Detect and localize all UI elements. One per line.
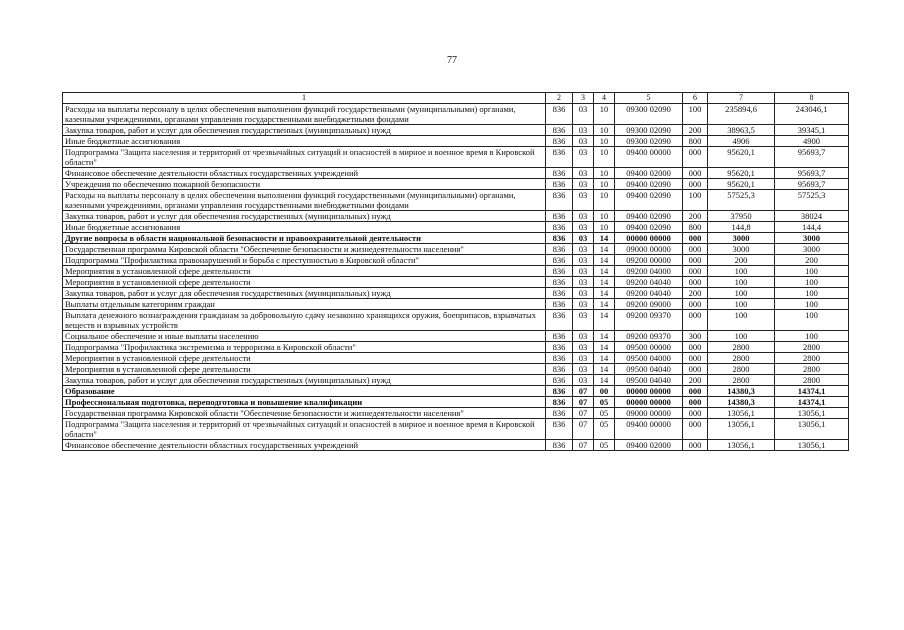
row-name: Расходы на выплаты персоналу в целях обеспечения выполнения функций государственными (муниципальными) органами, казенными учреждениями, органами управления государственными внебюджетными фондами xyxy=(63,104,546,125)
table-row xyxy=(63,179,849,190)
row-name: Финансовое обеспечение деятельности областных государственных учреждений xyxy=(63,168,546,179)
target-article-code: 09200 04040 xyxy=(615,288,683,299)
subsection-code: 10 xyxy=(594,179,615,190)
expense-type-code: 800 xyxy=(683,222,708,233)
row-name: Государственная программа Кировской области "Обеспечение безопасности и жизнедеятельности населения" xyxy=(63,244,546,255)
column-header: 5 xyxy=(615,93,683,104)
section-code: 03 xyxy=(573,342,594,353)
row-name: Профессиональная подготовка, переподготовка и повышение квалификации xyxy=(63,397,546,408)
target-article-code: 00000 00000 xyxy=(615,397,683,408)
table-row xyxy=(63,331,849,342)
ministry-code: 836 xyxy=(546,408,573,419)
target-article-code: 09400 02090 xyxy=(615,179,683,190)
section-code: 03 xyxy=(573,364,594,375)
row-name: Выплаты отдельным категориям граждан xyxy=(63,299,546,310)
amount-col7: 100 xyxy=(708,310,775,331)
expense-type-code: 200 xyxy=(683,125,708,136)
expense-type-code: 000 xyxy=(683,277,708,288)
expense-type-code: 200 xyxy=(683,288,708,299)
subsection-code: 10 xyxy=(594,147,615,168)
expense-type-code: 000 xyxy=(683,255,708,266)
section-code: 03 xyxy=(573,375,594,386)
table-row xyxy=(63,211,849,222)
ministry-code: 836 xyxy=(546,331,573,342)
amount-col8: 243046,1 xyxy=(775,104,849,125)
amount-col8: 100 xyxy=(775,310,849,331)
column-header: 8 xyxy=(775,93,849,104)
amount-col8: 100 xyxy=(775,288,849,299)
expense-type-code: 000 xyxy=(683,386,708,397)
section-code: 03 xyxy=(573,353,594,364)
amount-col7: 100 xyxy=(708,331,775,342)
expense-type-code: 000 xyxy=(683,179,708,190)
row-name: Мероприятия в установленной сфере деятельности xyxy=(63,364,546,375)
table-row xyxy=(63,233,849,244)
section-code: 03 xyxy=(573,310,594,331)
amount-col7: 13056,1 xyxy=(708,408,775,419)
target-article-code: 09200 04040 xyxy=(615,277,683,288)
target-article-code: 09500 04000 xyxy=(615,353,683,364)
subsection-code: 10 xyxy=(594,104,615,125)
amount-col8: 13056,1 xyxy=(775,408,849,419)
row-name: Мероприятия в установленной сфере деятельности xyxy=(63,277,546,288)
amount-col7: 144,8 xyxy=(708,222,775,233)
target-article-code: 09000 00000 xyxy=(615,408,683,419)
ministry-code: 836 xyxy=(546,233,573,244)
subsection-code: 14 xyxy=(594,266,615,277)
section-code: 03 xyxy=(573,233,594,244)
section-code: 03 xyxy=(573,299,594,310)
section-code: 07 xyxy=(573,386,594,397)
target-article-code: 09000 00000 xyxy=(615,244,683,255)
ministry-code: 836 xyxy=(546,125,573,136)
amount-col8: 39345,1 xyxy=(775,125,849,136)
amount-col8: 100 xyxy=(775,277,849,288)
amount-col8: 3000 xyxy=(775,233,849,244)
target-article-code: 09300 02090 xyxy=(615,136,683,147)
section-code: 03 xyxy=(573,244,594,255)
section-code: 03 xyxy=(573,179,594,190)
column-header: 1 xyxy=(63,93,546,104)
ministry-code: 836 xyxy=(546,211,573,222)
section-code: 03 xyxy=(573,277,594,288)
ministry-code: 836 xyxy=(546,353,573,364)
expense-type-code: 000 xyxy=(683,168,708,179)
ministry-code: 836 xyxy=(546,136,573,147)
amount-col7: 3000 xyxy=(708,244,775,255)
row-name: Подпрограмма "Защита населения и территорий от чрезвычайных ситуаций и опасностей в мирное и военное время в Кировской области" xyxy=(63,419,546,440)
amount-col8: 95693,7 xyxy=(775,168,849,179)
target-article-code: 09400 02090 xyxy=(615,190,683,211)
expense-type-code: 800 xyxy=(683,136,708,147)
amount-col7: 37950 xyxy=(708,211,775,222)
section-code: 03 xyxy=(573,222,594,233)
expense-type-code: 200 xyxy=(683,375,708,386)
ministry-code: 836 xyxy=(546,244,573,255)
expense-type-code: 000 xyxy=(683,408,708,419)
subsection-code: 14 xyxy=(594,364,615,375)
target-article-code: 00000 00000 xyxy=(615,233,683,244)
row-name: Социальное обеспечение и иные выплаты населению xyxy=(63,331,546,342)
ministry-code: 836 xyxy=(546,147,573,168)
column-header: 2 xyxy=(546,93,573,104)
row-name: Мероприятия в установленной сфере деятельности xyxy=(63,266,546,277)
target-article-code: 09500 04040 xyxy=(615,364,683,375)
section-code: 03 xyxy=(573,255,594,266)
table-row xyxy=(63,375,849,386)
target-article-code: 09300 02090 xyxy=(615,125,683,136)
subsection-code: 00 xyxy=(594,386,615,397)
table-row xyxy=(63,419,849,440)
section-code: 03 xyxy=(573,168,594,179)
amount-col8: 38024 xyxy=(775,211,849,222)
amount-col8: 14374,1 xyxy=(775,397,849,408)
target-article-code: 09400 00000 xyxy=(615,147,683,168)
section-code: 07 xyxy=(573,419,594,440)
row-name: Расходы на выплаты персоналу в целях обеспечения выполнения функций государственными (муниципальными) органами, казенными учреждениями, органами управления государственными внебюджетными фондами xyxy=(63,190,546,211)
ministry-code: 836 xyxy=(546,179,573,190)
subsection-code: 14 xyxy=(594,233,615,244)
amount-col7: 235894,6 xyxy=(708,104,775,125)
table-row xyxy=(63,440,849,451)
row-name: Подпрограмма "Профилактика экстремизма и терроризма в Кировской области" xyxy=(63,342,546,353)
row-name: Выплата денежного вознаграждения гражданам за добровольную сдачу незаконно хранящихся оружия, боеприпасов, взрывчатых веществ и взрывных устройств xyxy=(63,310,546,331)
subsection-code: 10 xyxy=(594,136,615,147)
ministry-code: 836 xyxy=(546,310,573,331)
table-row xyxy=(63,125,849,136)
amount-col7: 2800 xyxy=(708,353,775,364)
amount-col7: 13056,1 xyxy=(708,440,775,451)
subsection-code: 14 xyxy=(594,342,615,353)
row-name: Подпрограмма "Защита населения и территорий от чрезвычайных ситуаций и опасностей в мирное и военное время в Кировской области" xyxy=(63,147,546,168)
amount-col8: 2800 xyxy=(775,353,849,364)
amount-col8: 14374,1 xyxy=(775,386,849,397)
amount-col8: 95693,7 xyxy=(775,147,849,168)
table-row xyxy=(63,288,849,299)
target-article-code: 09400 02000 xyxy=(615,168,683,179)
amount-col7: 100 xyxy=(708,277,775,288)
row-name: Закупка товаров, работ и услуг для обеспечения государственных (муниципальных) нужд xyxy=(63,125,546,136)
amount-col8: 100 xyxy=(775,331,849,342)
amount-col7: 2800 xyxy=(708,342,775,353)
ministry-code: 836 xyxy=(546,288,573,299)
target-article-code: 09200 09370 xyxy=(615,331,683,342)
table-row xyxy=(63,222,849,233)
expense-type-code: 000 xyxy=(683,310,708,331)
ministry-code: 836 xyxy=(546,104,573,125)
expense-type-code: 000 xyxy=(683,244,708,255)
table-row xyxy=(63,104,849,125)
target-article-code: 09300 02090 xyxy=(615,104,683,125)
amount-col7: 3000 xyxy=(708,233,775,244)
subsection-code: 10 xyxy=(594,211,615,222)
budget-table-body xyxy=(63,93,849,451)
amount-col7: 95620,1 xyxy=(708,179,775,190)
table-row xyxy=(63,342,849,353)
amount-col8: 2800 xyxy=(775,342,849,353)
column-header: 4 xyxy=(594,93,615,104)
section-code: 03 xyxy=(573,211,594,222)
amount-col8: 95693,7 xyxy=(775,179,849,190)
subsection-code: 14 xyxy=(594,310,615,331)
amount-col8: 3000 xyxy=(775,244,849,255)
subsection-code: 14 xyxy=(594,353,615,364)
amount-col8: 144,4 xyxy=(775,222,849,233)
section-code: 03 xyxy=(573,125,594,136)
subsection-code: 10 xyxy=(594,190,615,211)
row-name: Мероприятия в установленной сфере деятельности xyxy=(63,353,546,364)
page-number: 77 xyxy=(447,55,457,66)
column-header: 3 xyxy=(573,93,594,104)
amount-col8: 100 xyxy=(775,266,849,277)
ministry-code: 836 xyxy=(546,375,573,386)
subsection-code: 10 xyxy=(594,168,615,179)
expense-type-code: 000 xyxy=(683,364,708,375)
amount-col8: 200 xyxy=(775,255,849,266)
target-article-code: 09200 00000 xyxy=(615,255,683,266)
amount-col8: 13056,1 xyxy=(775,440,849,451)
amount-col8: 2800 xyxy=(775,364,849,375)
expense-type-code: 000 xyxy=(683,233,708,244)
target-article-code: 00000 00000 xyxy=(615,386,683,397)
ministry-code: 836 xyxy=(546,342,573,353)
table-row xyxy=(63,244,849,255)
column-header: 6 xyxy=(683,93,708,104)
subsection-code: 14 xyxy=(594,299,615,310)
ministry-code: 836 xyxy=(546,299,573,310)
amount-col8: 13056,1 xyxy=(775,419,849,440)
amount-col7: 13056,1 xyxy=(708,419,775,440)
expense-type-code: 100 xyxy=(683,190,708,211)
expense-type-code: 200 xyxy=(683,211,708,222)
subsection-code: 05 xyxy=(594,397,615,408)
row-name: Финансовое обеспечение деятельности областных государственных учреждений xyxy=(63,440,546,451)
section-code: 03 xyxy=(573,266,594,277)
section-code: 03 xyxy=(573,147,594,168)
section-code: 03 xyxy=(573,288,594,299)
subsection-code: 10 xyxy=(594,222,615,233)
target-article-code: 09200 09370 xyxy=(615,310,683,331)
amount-col7: 4906 xyxy=(708,136,775,147)
ministry-code: 836 xyxy=(546,168,573,179)
section-code: 03 xyxy=(573,190,594,211)
table-row xyxy=(63,310,849,331)
amount-col8: 100 xyxy=(775,299,849,310)
row-name: Подпрограмма "Профилактика правонарушений и борьба с преступностью в Кировской области" xyxy=(63,255,546,266)
section-code: 07 xyxy=(573,440,594,451)
row-name: Образование xyxy=(63,386,546,397)
amount-col7: 57525,3 xyxy=(708,190,775,211)
ministry-code: 836 xyxy=(546,364,573,375)
ministry-code: 836 xyxy=(546,397,573,408)
amount-col7: 38963,5 xyxy=(708,125,775,136)
target-article-code: 09400 00000 xyxy=(615,419,683,440)
expense-type-code: 100 xyxy=(683,104,708,125)
section-code: 07 xyxy=(573,408,594,419)
expense-type-code: 000 xyxy=(683,266,708,277)
ministry-code: 836 xyxy=(546,419,573,440)
table-row xyxy=(63,190,849,211)
subsection-code: 14 xyxy=(594,331,615,342)
expense-type-code: 000 xyxy=(683,342,708,353)
subsection-code: 05 xyxy=(594,419,615,440)
amount-col7: 200 xyxy=(708,255,775,266)
target-article-code: 09500 04040 xyxy=(615,375,683,386)
row-name: Учреждения по обеспечению пожарной безопасности xyxy=(63,179,546,190)
table-row xyxy=(63,397,849,408)
table-row xyxy=(63,353,849,364)
subsection-code: 05 xyxy=(594,440,615,451)
table-row xyxy=(63,266,849,277)
target-article-code: 09400 02000 xyxy=(615,440,683,451)
amount-col8: 57525,3 xyxy=(775,190,849,211)
section-code: 03 xyxy=(573,331,594,342)
table-row xyxy=(63,255,849,266)
expense-type-code: 000 xyxy=(683,419,708,440)
amount-col7: 95620,1 xyxy=(708,168,775,179)
amount-col7: 14380,3 xyxy=(708,386,775,397)
amount-col7: 100 xyxy=(708,299,775,310)
amount-col7: 2800 xyxy=(708,364,775,375)
amount-col7: 100 xyxy=(708,266,775,277)
amount-col7: 95620,1 xyxy=(708,147,775,168)
amount-col7: 100 xyxy=(708,288,775,299)
row-name: Закупка товаров, работ и услуг для обеспечения государственных (муниципальных) нужд xyxy=(63,211,546,222)
target-article-code: 09200 09000 xyxy=(615,299,683,310)
table-row xyxy=(63,408,849,419)
subsection-code: 10 xyxy=(594,125,615,136)
row-name: Иные бюджетные ассигнования xyxy=(63,136,546,147)
target-article-code: 09400 02090 xyxy=(615,222,683,233)
table-row xyxy=(63,277,849,288)
expense-type-code: 000 xyxy=(683,299,708,310)
ministry-code: 836 xyxy=(546,255,573,266)
ministry-code: 836 xyxy=(546,266,573,277)
subsection-code: 14 xyxy=(594,277,615,288)
target-article-code: 09400 02090 xyxy=(615,211,683,222)
budget-table xyxy=(62,92,849,451)
subsection-code: 14 xyxy=(594,288,615,299)
target-article-code: 09200 04000 xyxy=(615,266,683,277)
amount-col8: 4900 xyxy=(775,136,849,147)
table-header-row xyxy=(63,93,849,104)
row-name: Другие вопросы в области национальной безопасности и правоохранительной деятельности xyxy=(63,233,546,244)
row-name: Государственная программа Кировской области "Обеспечение безопасности и жизнедеятельности населения" xyxy=(63,408,546,419)
table-row xyxy=(63,299,849,310)
subsection-code: 14 xyxy=(594,255,615,266)
row-name: Иные бюджетные ассигнования xyxy=(63,222,546,233)
row-name: Закупка товаров, работ и услуг для обеспечения государственных (муниципальных) нужд xyxy=(63,288,546,299)
amount-col7: 2800 xyxy=(708,375,775,386)
row-name: Закупка товаров, работ и услуг для обеспечения государственных (муниципальных) нужд xyxy=(63,375,546,386)
subsection-code: 14 xyxy=(594,375,615,386)
amount-col8: 2800 xyxy=(775,375,849,386)
subsection-code: 05 xyxy=(594,408,615,419)
target-article-code: 09500 00000 xyxy=(615,342,683,353)
subsection-code: 14 xyxy=(594,244,615,255)
expense-type-code: 000 xyxy=(683,440,708,451)
table-row xyxy=(63,136,849,147)
table-row xyxy=(63,147,849,168)
expense-type-code: 000 xyxy=(683,397,708,408)
column-header: 7 xyxy=(708,93,775,104)
ministry-code: 836 xyxy=(546,440,573,451)
ministry-code: 836 xyxy=(546,190,573,211)
table-row xyxy=(63,364,849,375)
section-code: 07 xyxy=(573,397,594,408)
expense-type-code: 000 xyxy=(683,147,708,168)
section-code: 03 xyxy=(573,104,594,125)
expense-type-code: 300 xyxy=(683,331,708,342)
table-row xyxy=(63,386,849,397)
ministry-code: 836 xyxy=(546,386,573,397)
ministry-code: 836 xyxy=(546,222,573,233)
table-row xyxy=(63,168,849,179)
ministry-code: 836 xyxy=(546,277,573,288)
expense-type-code: 000 xyxy=(683,353,708,364)
section-code: 03 xyxy=(573,136,594,147)
amount-col7: 14380,3 xyxy=(708,397,775,408)
